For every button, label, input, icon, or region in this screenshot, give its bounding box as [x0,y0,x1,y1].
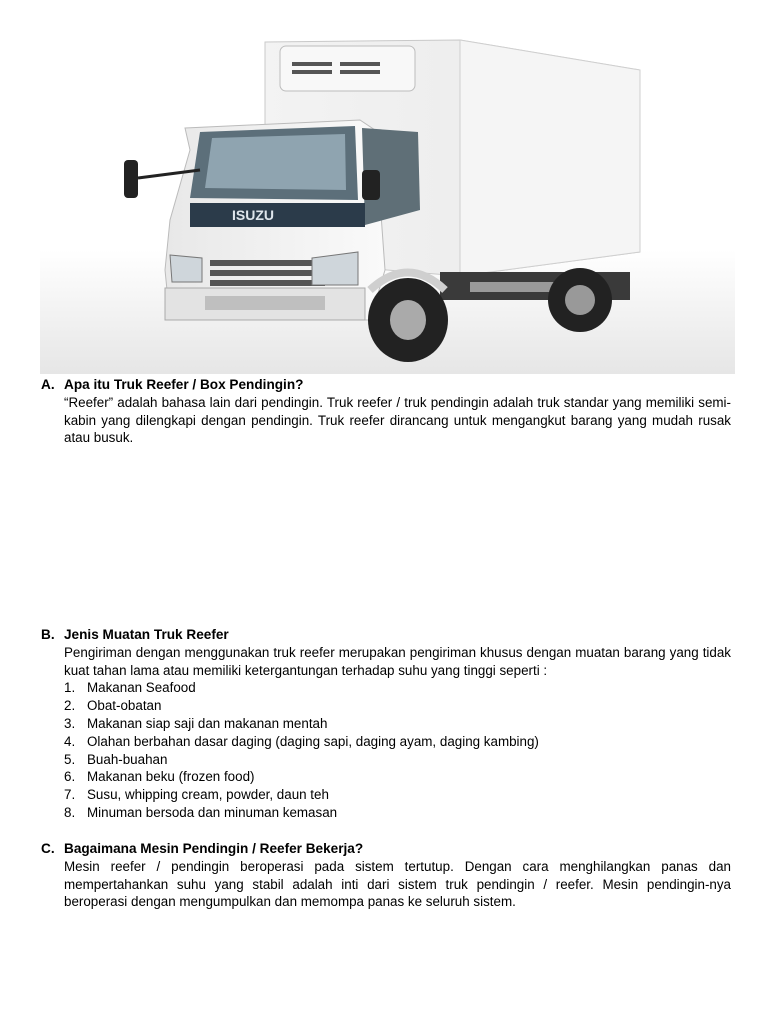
section-a-body: “Reefer” adalah bahasa lain dari pendingin. Truk reefer / truk pendingin adalah truk standar yang memiliki semi-kabin yang dilengkapi dengan pendingin. Truk reefer dirancang untuk mengangkut barang yang mudah rusak atau busuk. [64,394,731,446]
section-c-letter: C. [41,841,55,856]
section-a-letter: A. [41,377,55,392]
list-item [64,804,731,822]
section-b-title: Jenis Muatan Truk Reefer [64,627,229,642]
list-text: Obat-obatan [87,698,162,714]
section-b-letter: B. [41,627,55,642]
section-c-body: Mesin reefer / pendingin beroperasi pada sistem tertutup. Dengan cara menghilangkan panas dan mempertahankan suhu yang stabil adalah inti dari sistem truk pendingin / reefer. Mesin pendingin-nya beroperasi dengan mengumpulkan dan memompa panas ke seluruh sistem. [64,858,731,910]
section-b-heading [41,626,731,644]
cargo-list [64,679,731,821]
list-item [64,679,731,697]
section-a [41,376,731,447]
section-b-body: Pengiriman dengan menggunakan truk reefer merupakan pengiriman khusus dengan muatan barang yang tidak kuat tahan lama atau memiliki ketergantungan terhadap suhu yang tinggi seperti : [64,644,731,678]
list-number: 5. [64,751,76,767]
section-c-title: Bagaimana Mesin Pendingin / Reefer Bekerja? [64,841,364,856]
list-item [64,768,731,786]
list-number: 1. [64,680,76,696]
list-number: 8. [64,804,76,820]
list-item [64,697,731,715]
section-a-heading [41,376,731,394]
list-text: Makanan siap saji dan makanan mentah [87,715,328,731]
list-text: Susu, whipping cream, powder, daun teh [87,787,329,803]
list-text: Buah-buahan [87,751,168,767]
reefer-truck-photo [40,20,735,374]
list-item [64,733,731,751]
section-c [41,840,731,911]
list-number: 4. [64,733,76,749]
list-item [64,715,731,733]
list-text: Makanan beku (frozen food) [87,769,255,785]
list-text: Minuman bersoda dan minuman kemasan [87,804,338,820]
list-item [64,751,731,769]
section-c-heading [41,840,731,858]
list-number: 7. [64,787,76,803]
section-a-title: Apa itu Truk Reefer / Box Pendingin? [64,377,304,392]
section-b [41,626,731,822]
brand-badge: ISUZU [232,207,274,223]
list-number: 2. [64,698,76,714]
list-number: 3. [64,715,76,731]
list-text: Makanan Seafood [87,680,196,696]
list-item [64,786,731,804]
list-text: Olahan berbahan dasar daging (daging sapi, daging ayam, daging kambing) [87,733,539,749]
list-number: 6. [64,769,76,785]
